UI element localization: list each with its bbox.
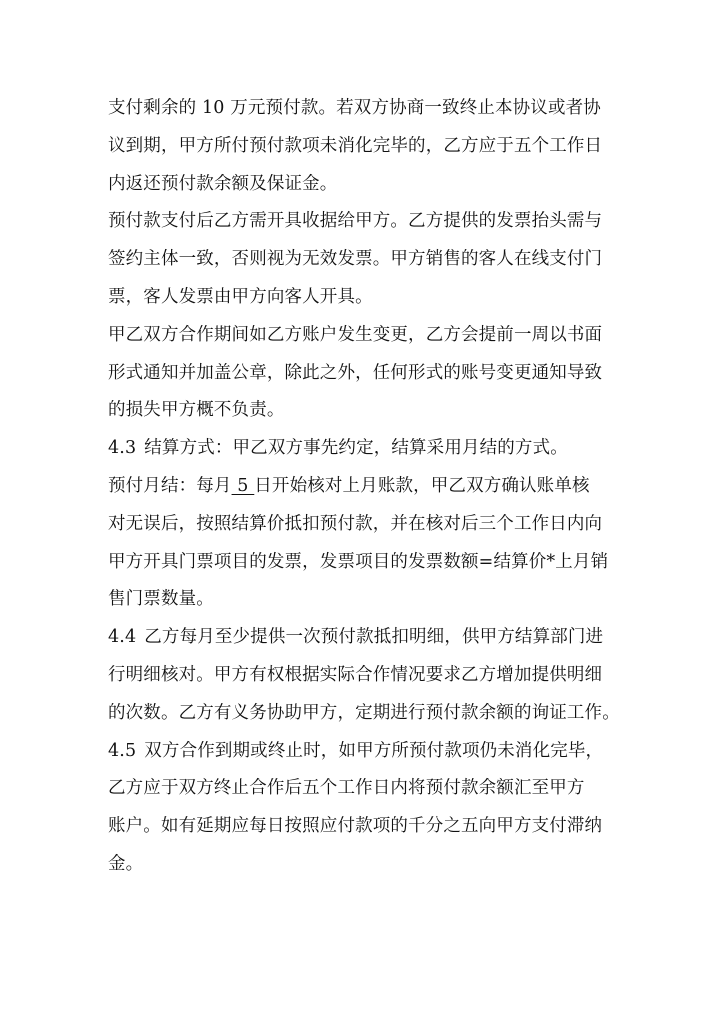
section-number: 4.5 — [108, 740, 137, 761]
paragraph-line: 预付款支付后乙方需开具收据给甲方。乙方提供的发票抬头需与 — [108, 211, 603, 232]
section-4-4 — [108, 619, 620, 657]
section-text: 结算方式：甲乙双方事先约定，结算采用月结的方式。 — [144, 438, 568, 459]
section-number: 4.4 — [108, 627, 137, 648]
paragraph-line: 乙方应于双方终止合作后五个工作日内将预付款余额汇至甲方 — [108, 778, 585, 799]
paragraph-line: 售门票数量。 — [108, 589, 214, 610]
section-number: 4.3 — [108, 438, 137, 459]
paragraph-line: 的损失甲方概不负责。 — [108, 400, 285, 421]
paragraph-line: 甲方开具门票项目的发票，发票项目的发票数额=结算价*上月销 — [108, 551, 609, 572]
section-text: 双方合作到期或终止时，如甲方所预付款项仍未消化完毕， — [144, 740, 604, 761]
paragraph-line: 票，客人发票由甲方向客人开具。 — [108, 286, 373, 307]
prepay-prefix: 预付月结：每月 — [108, 475, 232, 496]
paragraph-line: 金。 — [108, 853, 144, 874]
prepay-suffix: 日开始核对上月账款，甲乙双方确认账单核 — [254, 475, 590, 496]
paragraph-line: 甲乙双方合作期间如乙方账户发生变更，乙方会提前一周以书面 — [108, 324, 603, 345]
paragraph-line: 内返还预付款余额及保证金。 — [108, 173, 338, 194]
paragraph-line: 的次数。乙方有义务协助甲方，定期进行预付款余额的询证工作。 — [108, 702, 620, 723]
paragraph-line: 对无误后，按照结算价抵扣预付款，并在核对后三个工作日内向 — [108, 513, 603, 534]
paragraph-line: 议到期，甲方所付预付款项未消化完毕的，乙方应于五个工作日 — [108, 135, 603, 156]
paragraph-line: 签约主体一致，否则视为无效发票。甲方销售的客人在线支付门 — [108, 249, 603, 270]
settlement-day: 5 — [231, 475, 255, 496]
paragraph-line: 行明细核对。甲方有权根据实际合作情况要求乙方增加提供明细 — [108, 664, 603, 685]
paragraph-line: 账户。如有延期应每日按照应付款项的千分之五向甲方支付滞纳 — [108, 816, 603, 837]
paragraph-line: 形式通知并加盖公章，除此之外，任何形式的账号变更通知导致 — [108, 362, 603, 383]
paragraph-line: 支付剩余的 10 万元预付款。若双方协商一致终止本协议或者协 — [108, 98, 601, 118]
document-body — [108, 90, 620, 884]
section-text: 乙方每月至少提供一次预付款抵扣明细，供甲方结算部门进 — [144, 627, 604, 648]
section-4-3 — [108, 430, 620, 468]
section-4-5 — [108, 733, 620, 771]
prepay-line — [108, 468, 620, 506]
